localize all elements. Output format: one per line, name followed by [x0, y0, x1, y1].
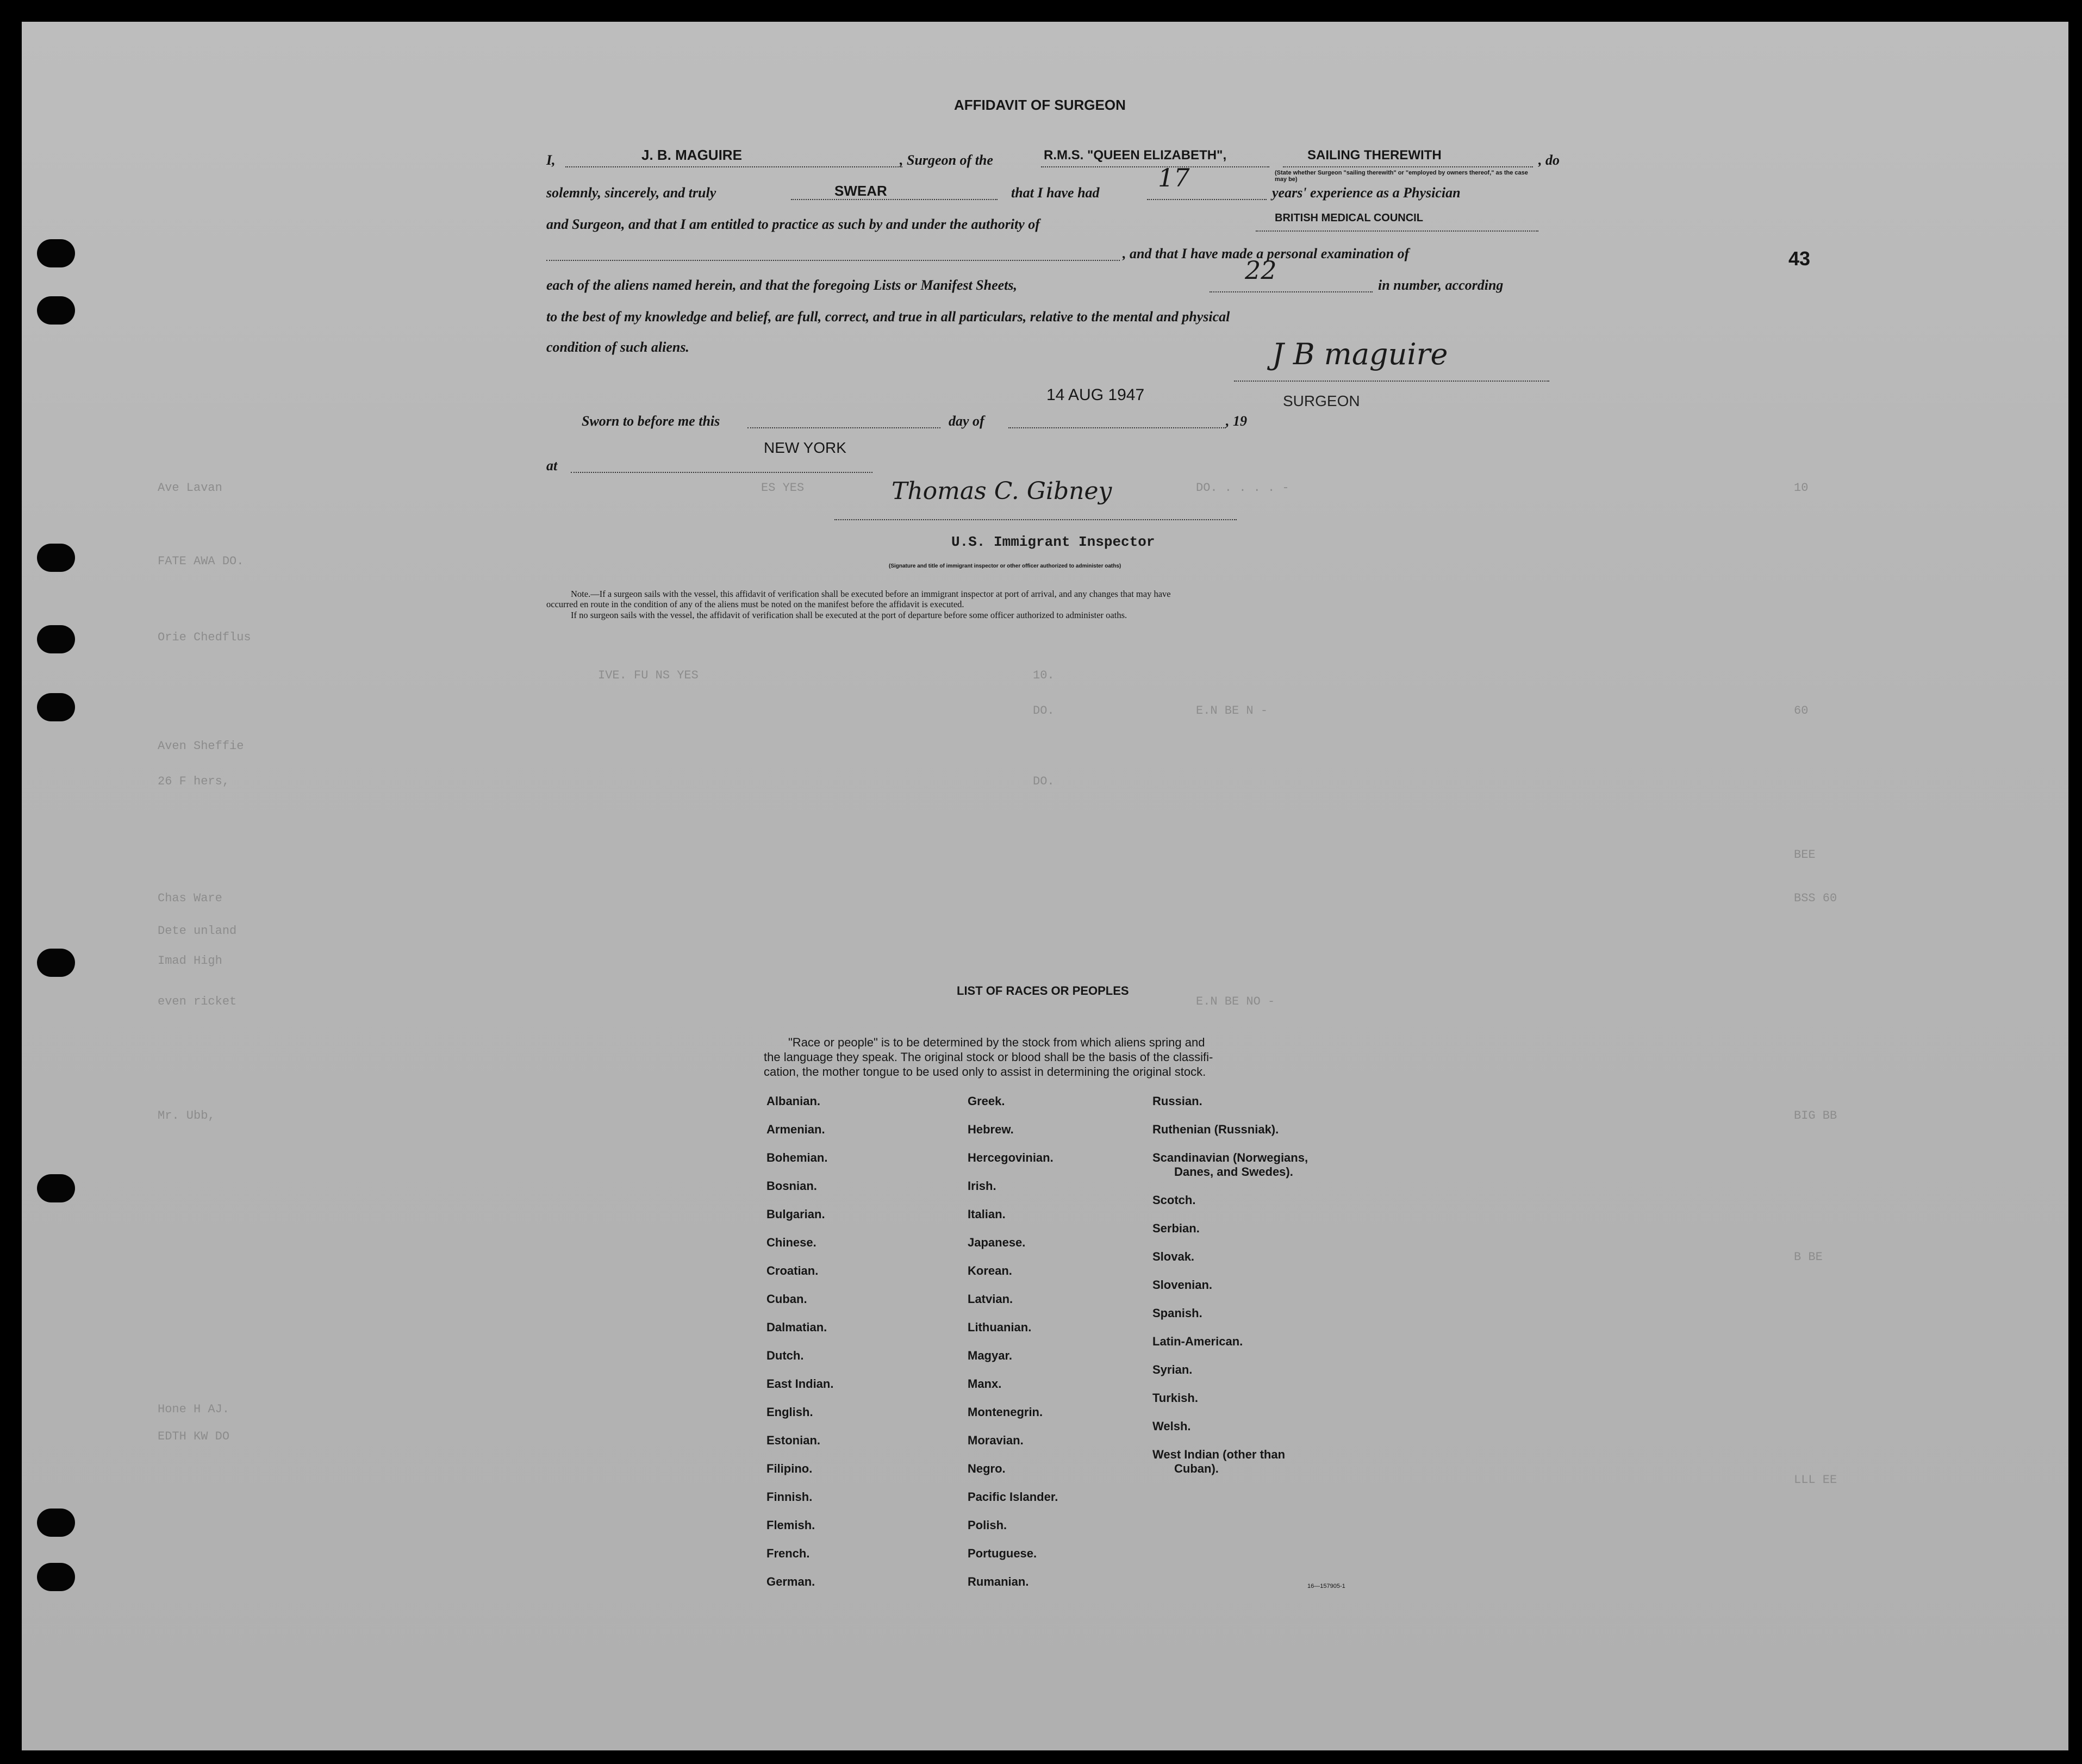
race-item: Greek. — [968, 1094, 1005, 1108]
punch-hole — [37, 1563, 75, 1591]
punch-hole — [37, 693, 75, 721]
fill-line — [791, 199, 998, 200]
race-item: Manx. — [968, 1377, 1002, 1391]
race-item: Negro. — [968, 1462, 1006, 1475]
note-line-3: If no surgeon sails with the vessel, the affidavit of verification shall be executed at the port of departure before some officer authorized to administer oaths. — [571, 610, 1127, 620]
race-item: Bosnian. — [766, 1179, 817, 1193]
race-item: Bulgarian. — [766, 1207, 825, 1221]
race-item: Armenian. — [766, 1123, 825, 1136]
bleed-through-text: LLL EE — [1794, 1473, 1837, 1487]
race-item: Syrian. — [1152, 1363, 1193, 1376]
surgeon-signature: J B maguire — [1272, 337, 1448, 371]
bleed-through-text: DO. — [1033, 704, 1055, 718]
sailing-status: SAILING THEREWITH — [1307, 148, 1442, 163]
fill-line — [834, 519, 1237, 520]
race-item: Hebrew. — [968, 1123, 1014, 1136]
race-item: Hercegovinian. — [968, 1151, 1054, 1164]
bleed-through-text: BIG BB — [1794, 1109, 1837, 1123]
fill-line — [1041, 166, 1269, 167]
race-item: Dalmatian. — [766, 1320, 827, 1334]
race-item: Irish. — [968, 1179, 996, 1193]
races-intro-2: the language they speak. The original stock or blood shall be the basis of the classifi- — [764, 1050, 1213, 1064]
fill-line — [1147, 199, 1267, 200]
bleed-through-text: Chas Ware — [158, 892, 222, 905]
text-personal-exam: , and that I have made a personal examination of — [1123, 246, 1410, 261]
race-item: Cuban). — [1174, 1462, 1219, 1475]
punch-hole — [37, 544, 75, 572]
fill-line — [1210, 291, 1373, 292]
bleed-through-text: Imad High — [158, 954, 222, 968]
bleed-through-text: 60 — [1794, 704, 1809, 718]
race-item: Dutch. — [766, 1349, 804, 1362]
race-item: Spanish. — [1152, 1306, 1202, 1320]
race-item: Magyar. — [968, 1349, 1012, 1362]
bleed-through-text: Aven Sheffie — [158, 739, 244, 753]
bleed-through-text: Ave Lavan — [158, 481, 222, 495]
bleed-through-text: 26 F hers, — [158, 775, 230, 788]
race-item: Pacific Islander. — [968, 1490, 1058, 1504]
bleed-through-text: B BE — [1794, 1250, 1823, 1264]
text-each-alien: each of the aliens named herein, and that the foregoing Lists or Manifest Sheets, — [546, 277, 1018, 293]
text-year-prefix: , 19 — [1226, 413, 1247, 429]
fill-line — [1256, 230, 1538, 232]
text-sworn: Sworn to before me this — [582, 413, 720, 429]
race-item: Turkish. — [1152, 1391, 1198, 1405]
surgeon-label: SURGEON — [1283, 392, 1360, 409]
races-intro-1: "Race or people" is to be determined by the stock from which aliens spring and — [788, 1036, 1205, 1049]
race-item: Croatian. — [766, 1264, 819, 1277]
bleed-through-text: even ricket — [158, 995, 237, 1008]
inspector-label: U.S. Immigrant Inspector — [951, 534, 1155, 550]
race-item: Scandinavian (Norwegians, — [1152, 1151, 1308, 1164]
punch-hole — [37, 239, 75, 267]
race-item: Danes, and Swedes). — [1174, 1165, 1293, 1179]
race-item: Latvian. — [968, 1292, 1013, 1306]
race-item: Albanian. — [766, 1094, 821, 1108]
race-item: Moravian. — [968, 1433, 1024, 1447]
fill-line — [565, 166, 902, 167]
bleed-through-text: 10 — [1794, 481, 1809, 495]
surgeon-name: J. B. MAGUIRE — [641, 147, 742, 163]
punch-hole — [37, 1509, 75, 1537]
race-item: Finnish. — [766, 1490, 813, 1504]
bleed-through-text: E.N BE N - — [1196, 704, 1268, 718]
date-stamp: 14 AUG 1947 — [1046, 386, 1145, 404]
licensing-authority: BRITISH MEDICAL COUNCIL — [1275, 212, 1423, 224]
form-code: 16—157905-1 — [1307, 1583, 1345, 1590]
text-day-of: day of — [949, 413, 984, 429]
race-item: Lithuanian. — [968, 1320, 1032, 1334]
text-solemnly: solemnly, sincerely, and truly — [546, 185, 716, 201]
text-surgeon-of-the: , Surgeon of the — [900, 152, 993, 168]
years-experience: 17 — [1158, 163, 1190, 192]
text-i: I, — [546, 152, 556, 168]
race-item: Italian. — [968, 1207, 1006, 1221]
bleed-through-text: Dete unland — [158, 924, 237, 938]
race-item: Welsh. — [1152, 1419, 1191, 1433]
fill-line — [1234, 381, 1549, 382]
race-item: Estonian. — [766, 1433, 821, 1447]
race-item: Slovak. — [1152, 1250, 1195, 1263]
bleed-through-text: Mr. Ubb, — [158, 1109, 215, 1123]
race-item: Portuguese. — [968, 1547, 1037, 1560]
sailing-note: (State whether Surgeon "sailing therewith" or "employed by owners thereof," as the case may be) — [1275, 170, 1528, 183]
text-years-experience: years' experience as a Physician — [1272, 185, 1461, 201]
text-best-knowledge: to the best of my knowledge and belief, are full, correct, and true in all particulars, relative to the mental and physical — [546, 309, 1230, 325]
note-line-1: Note.—If a surgeon sails with the vessel, this affidavit of verification shall be executed before an immigrant inspector at port of arrival, and any changes that may have — [571, 589, 1171, 599]
race-item: Ruthenian (Russniak). — [1152, 1123, 1279, 1136]
bleed-through-text: ES YES — [761, 481, 805, 495]
page-title: AFFIDAVIT OF SURGEON — [954, 97, 1126, 113]
bleed-through-text: IVE. FU NS YES — [598, 669, 699, 682]
race-item: Montenegrin. — [968, 1405, 1043, 1419]
inspector-signature: Thomas C. Gibney — [892, 477, 1112, 505]
race-item: West Indian (other than — [1152, 1448, 1286, 1461]
inspector-note: (Signature and title of immigrant inspector or other officer authorized to administer oaths) — [889, 563, 1121, 569]
race-item: Polish. — [968, 1518, 1007, 1532]
fill-line — [546, 260, 1120, 261]
race-item: Scotch. — [1152, 1193, 1196, 1207]
text-in-number: in number, according — [1378, 277, 1504, 293]
race-item: East Indian. — [766, 1377, 834, 1391]
race-item: Latin-American. — [1152, 1335, 1243, 1348]
oath-word: SWEAR — [834, 183, 887, 199]
text-and-surgeon: and Surgeon, and that I am entitled to practice as such by and under the authority of — [546, 216, 1040, 232]
text-condition: condition of such aliens. — [546, 339, 689, 355]
bleed-through-text: Hone H AJ. — [158, 1403, 230, 1416]
bleed-through-text: EDTH KW DO — [158, 1430, 230, 1443]
races-intro-3: cation, the mother tongue to be used only to assist in determining the original stock. — [764, 1065, 1206, 1079]
place-sworn: NEW YORK — [764, 439, 846, 456]
bleed-through-text: DO. — [1033, 775, 1055, 788]
text-have-had: that I have had — [1011, 185, 1100, 201]
fill-line — [747, 427, 940, 428]
note-line-2: occurred en route in the condition of any of the aliens must be noted on the manifest before the affidavit is executed. — [546, 599, 964, 609]
race-item: German. — [766, 1575, 815, 1588]
punch-hole — [37, 949, 75, 977]
bleed-through-text: DO. . . . . - — [1196, 481, 1289, 495]
race-item: Chinese. — [766, 1236, 816, 1249]
fill-line — [1283, 166, 1533, 167]
race-item: Bohemian. — [766, 1151, 828, 1164]
bleed-through-text: E.N BE NO - — [1196, 995, 1275, 1008]
race-item: Russian. — [1152, 1094, 1202, 1108]
text-do: , do — [1538, 152, 1560, 168]
race-item: Rumanian. — [968, 1575, 1029, 1588]
bleed-through-text: Orie Chedflus — [158, 631, 251, 644]
race-item: Cuban. — [766, 1292, 807, 1306]
race-item: Serbian. — [1152, 1221, 1200, 1235]
race-item: Japanese. — [968, 1236, 1026, 1249]
race-item: Korean. — [968, 1264, 1012, 1277]
bleed-through-text: BEE — [1794, 848, 1816, 862]
vessel-name: R.M.S. "QUEEN ELIZABETH", — [1044, 148, 1227, 163]
page-number: 43 — [1788, 247, 1811, 270]
fill-line — [571, 472, 872, 473]
punch-hole — [37, 1174, 75, 1202]
bleed-through-text: FATE AWA DO. — [158, 554, 244, 568]
punch-hole — [37, 625, 75, 653]
race-item: Slovenian. — [1152, 1278, 1213, 1292]
race-item: English. — [766, 1405, 813, 1419]
race-item: Flemish. — [766, 1518, 815, 1532]
races-title: LIST OF RACES OR PEOPLES — [957, 984, 1129, 998]
bleed-through-text: BSS 60 — [1794, 892, 1837, 905]
race-item: French. — [766, 1547, 810, 1560]
punch-hole — [37, 296, 75, 325]
manifest-sheets-count: 22 — [1245, 255, 1277, 285]
text-at: at — [546, 458, 558, 473]
race-item: Filipino. — [766, 1462, 813, 1475]
bleed-through-text: 10. — [1033, 669, 1055, 682]
fill-line — [1008, 427, 1226, 428]
